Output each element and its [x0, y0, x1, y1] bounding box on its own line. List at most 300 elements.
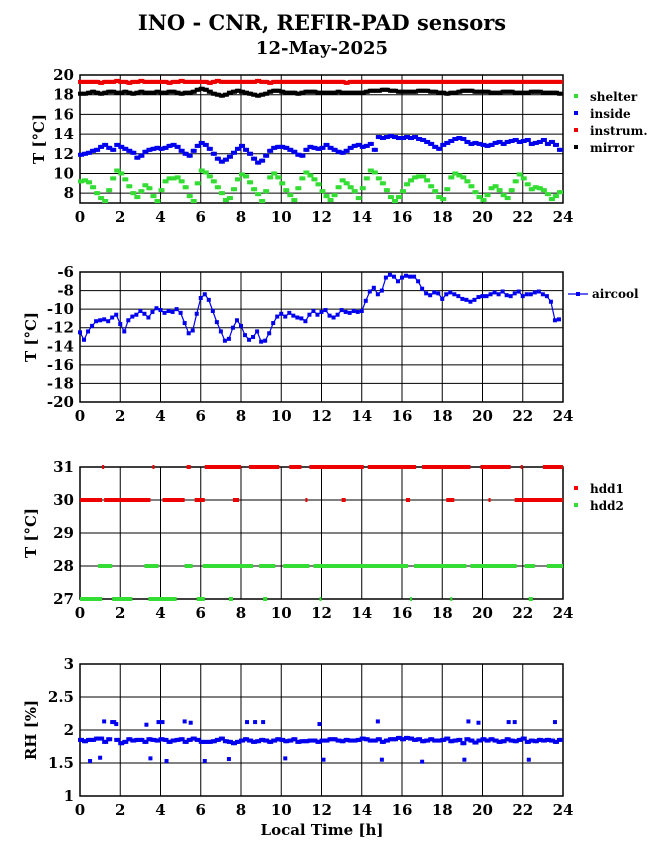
- y-tick-label: 8: [63, 184, 74, 203]
- data-point: [442, 197, 446, 201]
- data-point: [328, 314, 332, 318]
- data-point: [559, 148, 563, 152]
- x-tick-label: 22: [512, 604, 534, 622]
- data-point: [384, 276, 388, 280]
- y-tick-label: 29: [53, 524, 74, 542]
- data-point: [344, 310, 348, 314]
- data-point: [509, 294, 513, 298]
- data-segment: [480, 465, 510, 469]
- data-point: [163, 311, 167, 315]
- data-point: [128, 184, 132, 188]
- y-tick-label: -6: [57, 263, 74, 281]
- x-tick-label: 0: [74, 604, 86, 622]
- legend-marker: [574, 145, 578, 149]
- data-point: [183, 719, 187, 723]
- data-point: [317, 182, 321, 186]
- chart-subtitle: 12-May-2025: [255, 38, 389, 59]
- data-point: [249, 152, 253, 156]
- data-point: [380, 758, 384, 762]
- data-point: [474, 190, 478, 194]
- x-tick-label: 14: [351, 801, 373, 819]
- data-point: [322, 758, 326, 762]
- data-point: [175, 307, 179, 311]
- data-point: [88, 759, 92, 763]
- data-segment: [446, 498, 454, 502]
- data-point: [193, 149, 197, 153]
- data-point: [348, 311, 352, 315]
- legend-marker: [574, 128, 578, 132]
- data-point: [559, 738, 563, 742]
- data-point: [161, 720, 165, 724]
- data-segment: [152, 465, 154, 469]
- data-point: [420, 287, 424, 291]
- data-point: [245, 148, 249, 152]
- data-point: [559, 190, 563, 194]
- data-point: [426, 178, 430, 182]
- data-point: [428, 293, 432, 297]
- data-point: [177, 175, 181, 179]
- data-point: [547, 192, 551, 196]
- data-point: [521, 294, 525, 298]
- data-point: [559, 80, 563, 84]
- y-axis-label: T [°C]: [22, 311, 40, 363]
- data-point: [364, 299, 368, 303]
- x-tick-label: 22: [512, 208, 534, 226]
- data-point: [140, 154, 144, 158]
- data-point: [138, 309, 142, 313]
- data-segment: [259, 564, 275, 568]
- data-point: [464, 298, 468, 302]
- x-tick-label: 0: [74, 208, 86, 226]
- data-point: [338, 185, 342, 189]
- data-point: [114, 722, 118, 726]
- data-point: [223, 339, 227, 343]
- x-tick-label: 22: [512, 407, 534, 425]
- data-point: [462, 758, 466, 762]
- data-segment: [104, 498, 150, 502]
- data-segment: [422, 465, 470, 469]
- x-tick-label: 18: [431, 407, 453, 425]
- data-point: [183, 321, 187, 325]
- data-point: [444, 292, 448, 296]
- data-segment: [80, 498, 102, 502]
- data-segment: [112, 597, 132, 601]
- x-tick-label: 2: [115, 208, 126, 226]
- data-point: [233, 151, 237, 155]
- y-tick-label: 30: [53, 491, 74, 509]
- data-point: [456, 294, 460, 298]
- data-point: [227, 757, 231, 761]
- data-point: [354, 189, 358, 193]
- data-point: [358, 196, 362, 200]
- data-point: [215, 320, 219, 324]
- data-point: [140, 189, 144, 193]
- legend-marker: [574, 111, 578, 115]
- data-point: [239, 324, 243, 328]
- data-point: [543, 188, 547, 192]
- series-rh: [78, 719, 563, 763]
- data-point: [513, 291, 517, 295]
- data-point: [146, 316, 150, 320]
- legend-label: mirror: [590, 141, 635, 155]
- data-point: [366, 176, 370, 180]
- data-point: [402, 189, 406, 193]
- data-point: [82, 338, 86, 342]
- data-point: [241, 144, 245, 148]
- y-tick-label: 31: [53, 458, 74, 476]
- data-point: [207, 298, 211, 302]
- data-point: [533, 290, 537, 294]
- x-tick-label: 18: [431, 208, 453, 226]
- data-point: [88, 180, 92, 184]
- data-segment: [195, 498, 205, 502]
- y-tick-label: -10: [46, 300, 74, 319]
- data-point: [466, 719, 470, 723]
- data-segment: [144, 564, 158, 568]
- data-point: [229, 196, 233, 200]
- data-point: [261, 199, 265, 203]
- series-mirror: [78, 87, 563, 98]
- data-point: [231, 326, 235, 330]
- x-tick-label: 6: [195, 208, 206, 226]
- data-point: [154, 306, 158, 310]
- data-point: [179, 311, 183, 315]
- data-point: [476, 721, 480, 725]
- x-tick-label: 16: [391, 208, 413, 226]
- x-tick-label: 4: [155, 208, 166, 226]
- data-point: [181, 179, 185, 183]
- data-point: [430, 184, 434, 188]
- data-point: [213, 152, 217, 156]
- data-point: [513, 720, 517, 724]
- data-point: [213, 179, 217, 183]
- data-point: [517, 290, 521, 294]
- data-point: [412, 275, 416, 279]
- x-tick-label: 16: [391, 604, 413, 622]
- data-segment: [489, 498, 491, 502]
- data-point: [320, 310, 324, 314]
- data-point: [466, 179, 470, 183]
- data-point: [167, 309, 171, 313]
- data-point: [368, 290, 372, 294]
- data-point: [485, 294, 489, 298]
- panels: [22, 66, 648, 819]
- y-tick-label: 20: [53, 66, 74, 84]
- data-segment: [249, 465, 279, 469]
- data-point: [392, 275, 396, 279]
- x-tick-label: 6: [195, 604, 206, 622]
- data-segment: [185, 564, 193, 568]
- data-point: [332, 316, 336, 320]
- x-tick-label: 18: [431, 604, 453, 622]
- data-point: [523, 176, 527, 180]
- data-segment: [205, 465, 241, 469]
- data-point: [396, 279, 400, 283]
- x-tick-label: 10: [270, 801, 292, 819]
- chart-title: INO - CNR, REFIR-PAD sensors: [137, 10, 507, 35]
- series-line: [80, 275, 559, 342]
- data-point: [161, 188, 165, 192]
- data-point: [287, 311, 291, 315]
- y-tick-label: -18: [46, 374, 74, 393]
- data-point: [221, 191, 225, 195]
- data-point: [386, 188, 390, 192]
- data-point: [245, 174, 249, 178]
- data-point: [315, 313, 319, 317]
- data-point: [191, 329, 195, 333]
- y-tick-label: 1: [63, 787, 74, 805]
- data-segment: [470, 564, 516, 568]
- x-tick-label: 2: [115, 801, 126, 819]
- data-point: [150, 310, 154, 314]
- data-point: [505, 293, 509, 297]
- x-tick-label: 24: [552, 407, 574, 425]
- x-tick-label: 22: [512, 801, 534, 819]
- data-point: [193, 199, 197, 203]
- data-point: [382, 181, 386, 185]
- x-tick-label: 20: [472, 604, 493, 622]
- x-tick-label: 14: [351, 407, 373, 425]
- data-point: [515, 179, 519, 183]
- y-tick-label: 10: [53, 164, 74, 183]
- data-point: [171, 310, 175, 314]
- x-tick-label: 20: [472, 407, 493, 425]
- data-point: [132, 151, 136, 155]
- y-axis-label: T [°C]: [22, 507, 40, 559]
- data-point: [446, 187, 450, 191]
- data-point: [476, 295, 480, 299]
- x-tick-label: 20: [472, 208, 493, 226]
- data-point: [281, 181, 285, 185]
- data-point: [205, 170, 209, 174]
- data-point: [112, 148, 116, 152]
- data-point: [283, 756, 287, 760]
- data-point: [311, 309, 315, 313]
- data-point: [495, 184, 499, 188]
- data-point: [432, 290, 436, 294]
- x-tick-label: 2: [115, 604, 126, 622]
- data-point: [209, 147, 213, 151]
- data-point: [211, 309, 215, 313]
- data-point: [370, 142, 374, 146]
- data-segment: [414, 564, 466, 568]
- x-tick-label: 8: [235, 801, 247, 819]
- data-point: [277, 175, 281, 179]
- data-segment: [525, 564, 535, 568]
- data-point: [253, 187, 257, 191]
- data-segment: [102, 465, 104, 469]
- legend: [574, 90, 648, 155]
- data-point: [493, 290, 497, 294]
- data-point: [159, 308, 163, 312]
- panel-1: [30, 66, 648, 226]
- data-point: [86, 329, 90, 333]
- data-point: [259, 340, 263, 344]
- data-point: [265, 189, 269, 193]
- data-segment: [283, 564, 309, 568]
- data-point: [235, 318, 239, 322]
- data-point: [189, 721, 193, 725]
- data-point: [279, 312, 283, 316]
- data-point: [90, 324, 94, 328]
- data-point: [468, 300, 472, 304]
- data-point: [448, 290, 452, 294]
- data-point: [102, 317, 106, 321]
- data-point: [253, 157, 257, 161]
- data-point: [499, 188, 503, 192]
- y-tick-label: 2: [63, 721, 74, 739]
- data-segment: [187, 465, 191, 469]
- data-point: [261, 720, 265, 724]
- data-point: [108, 188, 112, 192]
- legend-marker: [576, 292, 580, 296]
- data-point: [217, 185, 221, 189]
- data-point: [229, 155, 233, 159]
- data-point: [102, 719, 106, 723]
- data-point: [378, 176, 382, 180]
- data-point: [336, 313, 340, 317]
- data-point: [112, 176, 116, 180]
- data-point: [350, 185, 354, 189]
- data-point: [537, 290, 541, 294]
- data-segment: [163, 498, 185, 502]
- data-point: [237, 177, 241, 181]
- legend-marker: [574, 94, 578, 98]
- data-point: [324, 308, 328, 312]
- x-tick-label: 12: [311, 604, 332, 622]
- x-tick-label: 4: [155, 801, 166, 819]
- data-point: [263, 339, 267, 343]
- data-point: [422, 174, 426, 178]
- data-point: [374, 170, 378, 174]
- data-point: [130, 315, 134, 319]
- data-segment: [80, 597, 102, 601]
- data-point: [289, 193, 293, 197]
- data-point: [346, 181, 350, 185]
- data-point: [297, 186, 301, 190]
- data-point: [416, 279, 420, 283]
- data-point: [519, 172, 523, 176]
- x-tick-label: 4: [155, 407, 166, 425]
- x-tick-label: 0: [74, 801, 86, 819]
- data-point: [132, 191, 136, 195]
- x-tick-label: 24: [552, 801, 574, 819]
- data-point: [380, 289, 384, 293]
- data-point: [285, 188, 289, 192]
- data-point: [122, 329, 126, 333]
- x-tick-label: 8: [235, 604, 247, 622]
- data-segment: [309, 465, 363, 469]
- data-point: [400, 276, 404, 280]
- data-point: [507, 720, 511, 724]
- data-segment: [368, 465, 416, 469]
- data-point: [245, 720, 249, 724]
- y-tick-label: 18: [53, 85, 74, 104]
- data-point: [189, 194, 193, 198]
- data-point: [398, 195, 402, 199]
- series-instrum-: [78, 79, 563, 85]
- y-axis-label: T [°C]: [30, 113, 48, 165]
- data-point: [197, 181, 201, 185]
- legend-label: instrum.: [590, 124, 648, 138]
- data-point: [203, 759, 207, 763]
- data-segment: [229, 597, 233, 601]
- data-point: [497, 292, 501, 296]
- data-point: [527, 758, 531, 762]
- data-point: [255, 329, 259, 333]
- data-point: [78, 330, 82, 334]
- data-point: [507, 196, 511, 200]
- data-point: [481, 294, 485, 298]
- data-point: [460, 297, 464, 301]
- data-point: [406, 182, 410, 186]
- x-tick-label: 14: [351, 604, 373, 622]
- data-point: [299, 316, 303, 320]
- data-segment: [521, 465, 523, 469]
- data-point: [511, 188, 515, 192]
- data-segment: [98, 564, 112, 568]
- legend-label: aircool: [592, 287, 639, 301]
- data-segment: [410, 597, 412, 601]
- data-point: [470, 184, 474, 188]
- data-point: [249, 180, 253, 184]
- data-point: [352, 309, 356, 313]
- data-point: [134, 313, 138, 317]
- data-point: [189, 154, 193, 158]
- data-segment: [342, 498, 346, 502]
- data-point: [177, 145, 181, 149]
- data-segment: [543, 465, 563, 469]
- data-segment: [547, 564, 563, 568]
- data-point: [529, 292, 533, 296]
- y-tick-label: 1.5: [47, 754, 74, 772]
- series-inside: [78, 134, 563, 165]
- data-point: [545, 294, 549, 298]
- x-tick-label: 8: [235, 208, 247, 226]
- data-point: [334, 193, 338, 197]
- y-tick-label: 16: [53, 105, 74, 124]
- data-point: [487, 193, 491, 197]
- data-point: [273, 171, 277, 175]
- data-point: [152, 194, 156, 198]
- data-point: [261, 159, 265, 163]
- data-point: [233, 187, 237, 191]
- data-point: [251, 335, 255, 339]
- y-tick-label: 12: [53, 144, 74, 163]
- data-segment: [450, 597, 452, 601]
- data-point: [434, 189, 438, 193]
- data-point: [543, 138, 547, 142]
- data-point: [253, 720, 257, 724]
- data-point: [555, 143, 559, 147]
- data-point: [227, 337, 231, 341]
- data-point: [553, 720, 557, 724]
- data-point: [408, 275, 412, 279]
- data-point: [360, 309, 364, 313]
- data-point: [541, 292, 545, 296]
- data-point: [376, 719, 380, 723]
- data-point: [92, 185, 96, 189]
- x-tick-label: 6: [195, 407, 206, 425]
- data-point: [291, 314, 295, 318]
- x-tick-label: 20: [472, 801, 493, 819]
- data-point: [559, 92, 563, 96]
- y-tick-label: 3: [63, 655, 74, 673]
- data-segment: [289, 465, 301, 469]
- legend-label: inside: [590, 107, 631, 121]
- data-point: [293, 198, 297, 202]
- y-tick-label: 28: [53, 557, 74, 575]
